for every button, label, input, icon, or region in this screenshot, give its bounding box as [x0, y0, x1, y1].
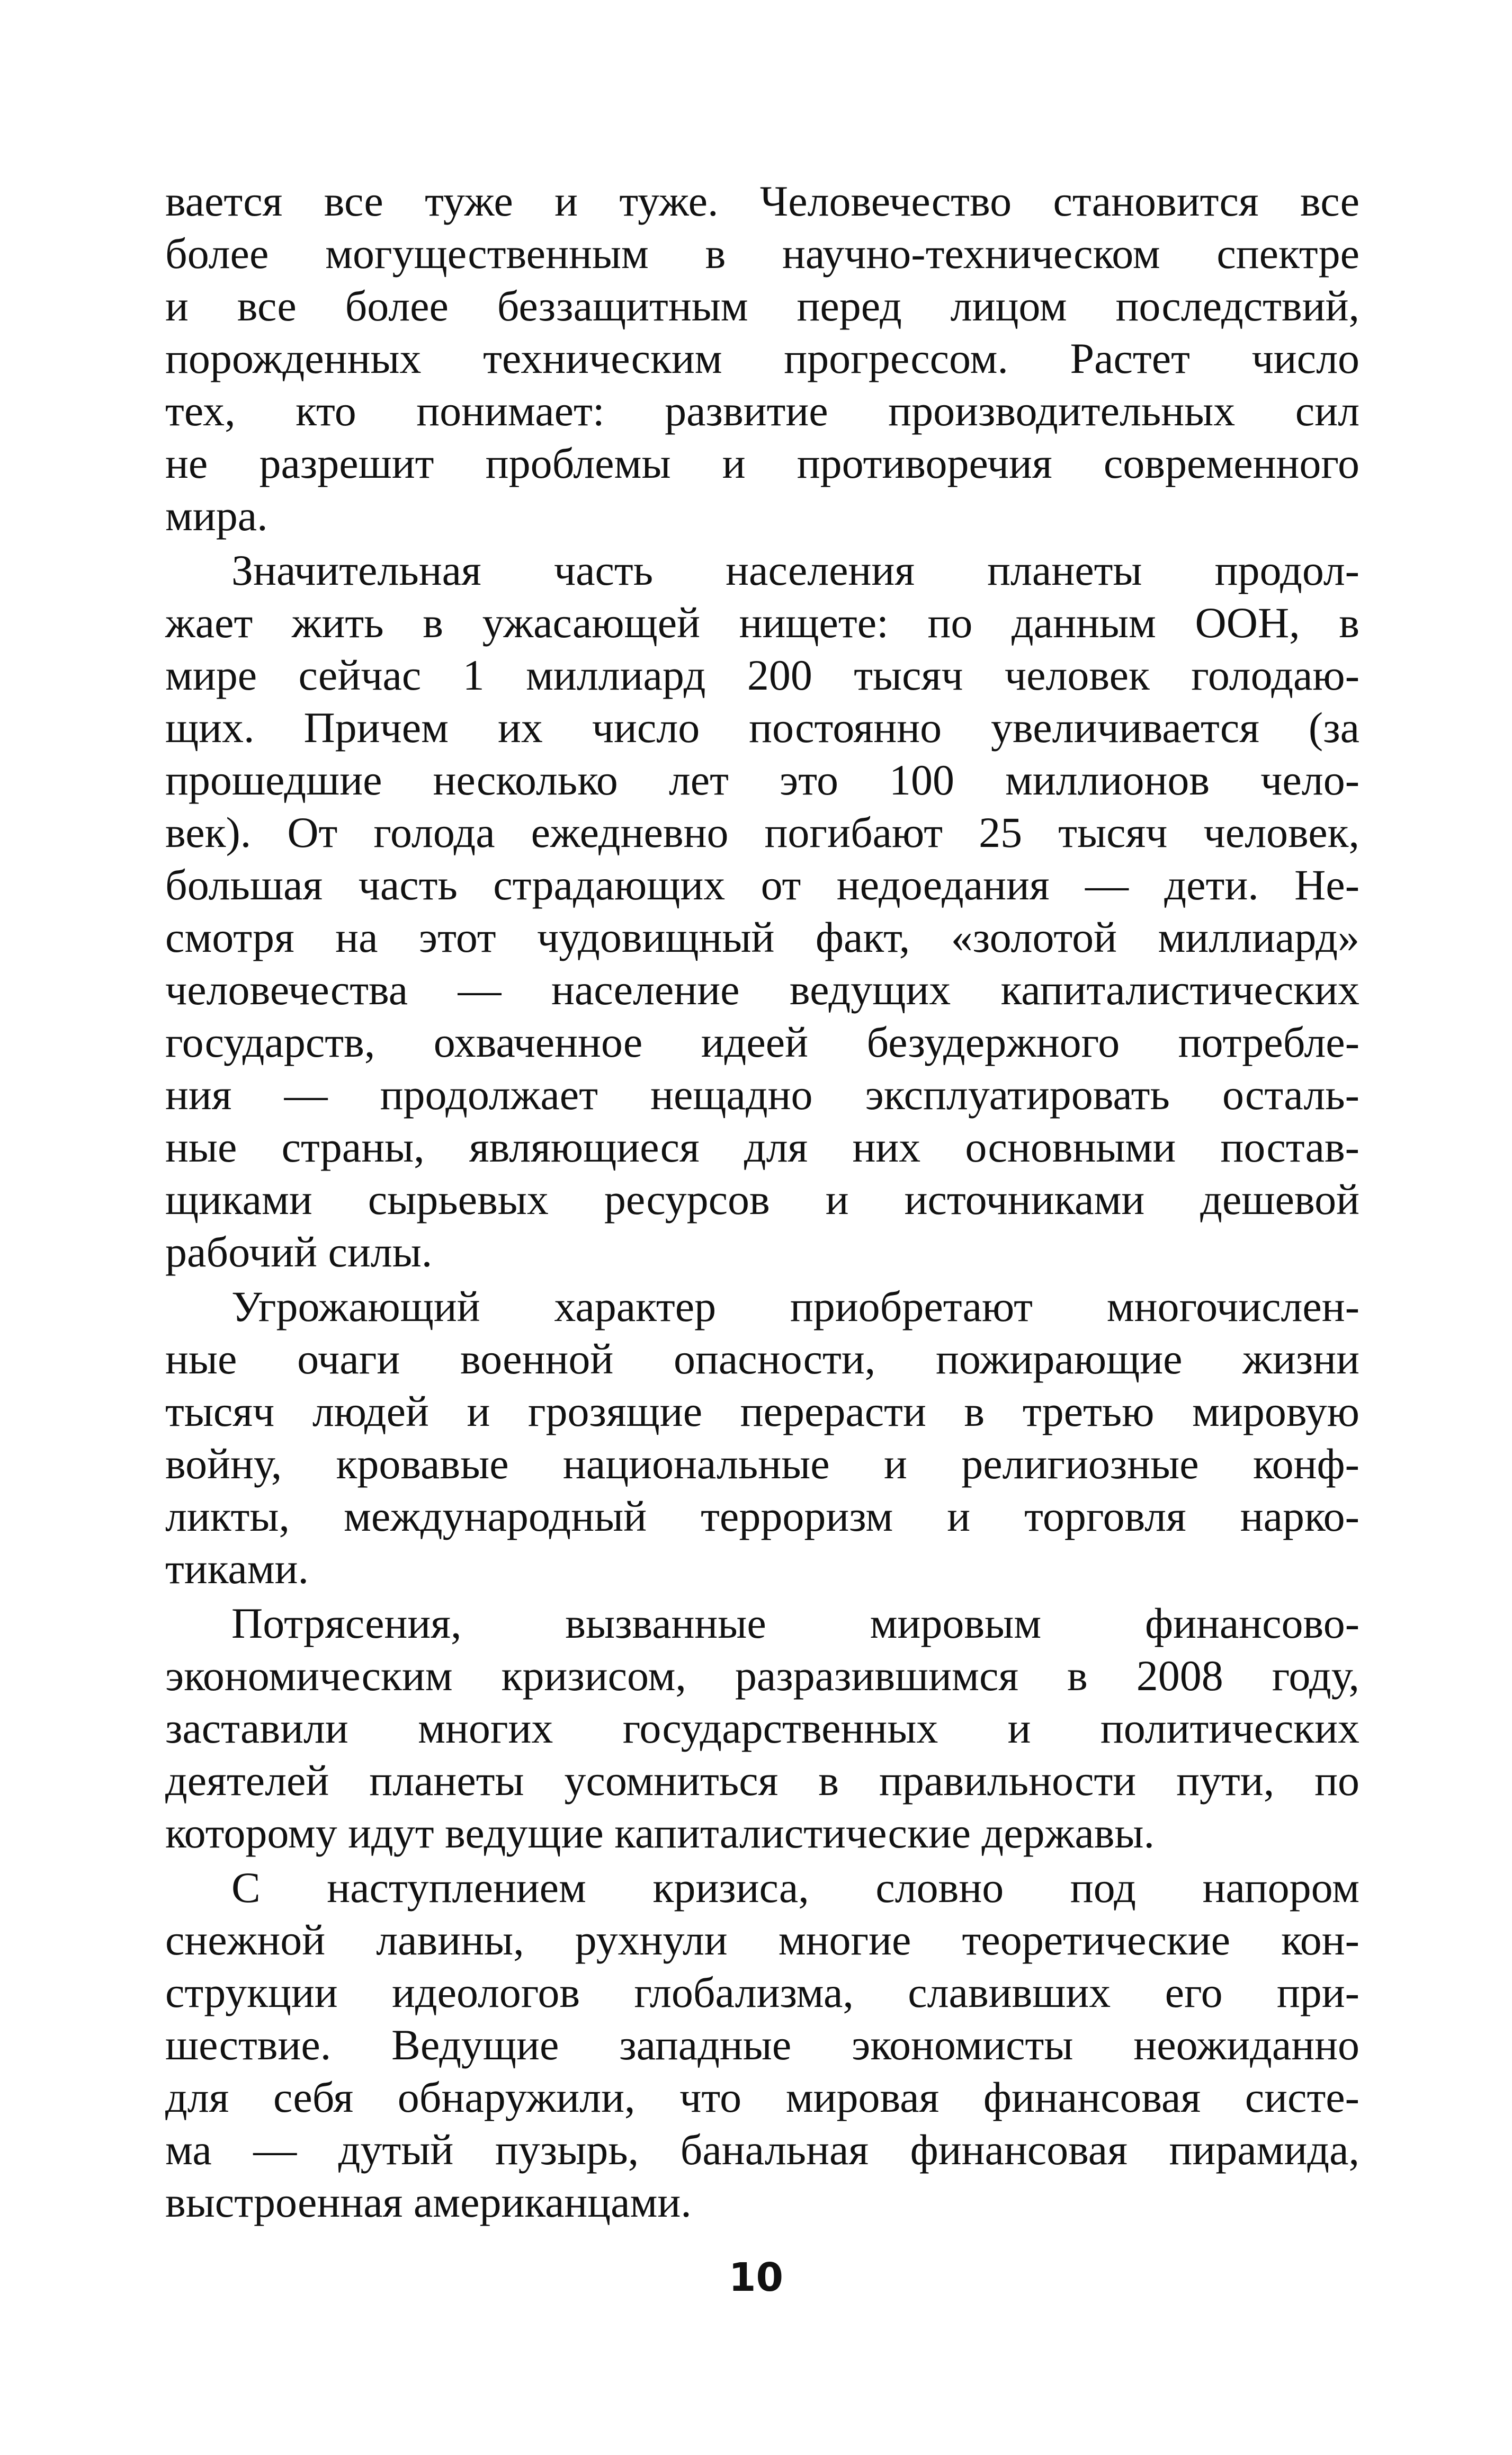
text-line: Потрясения, вызванные мировым финансово-	[231, 1599, 1359, 1647]
text-line: деятелей планеты усомниться в правильности пути, по	[165, 1756, 1359, 1805]
text-line: и все более беззащитным перед лицом последствий,	[165, 282, 1359, 330]
page-number: 10	[729, 2255, 783, 2300]
paragraph	[165, 175, 1359, 542]
text-line: снежной лавины, рухнули многие теоретические кон-	[165, 1916, 1359, 1964]
text-line: тысяч людей и грозящие перерасти в третью мировую	[165, 1387, 1359, 1435]
paragraph	[165, 1280, 1359, 1595]
paragraph	[165, 1597, 1359, 1859]
body-text	[165, 175, 1359, 2228]
text-line: тиками.	[165, 1545, 309, 1593]
text-line: человечества — население ведущих капиталистических	[165, 966, 1359, 1014]
text-line: не разрешит проблемы и противоречия современного	[165, 439, 1359, 487]
text-line: которому идут ведущие капиталистические державы.	[165, 1809, 1155, 1857]
text-line: тех, кто понимает: развитие производительных сил	[165, 387, 1359, 435]
text-line: более могущественным в научно-техническом спектре	[165, 229, 1359, 278]
text-line: мире сейчас 1 миллиард 200 тысяч человек голодаю-	[165, 651, 1359, 699]
text-line: выстроенная американцами.	[165, 2178, 692, 2226]
text-line: рабочий силы.	[165, 1228, 433, 1276]
text-line: щих. Причем их число постоянно увеличивается (за	[165, 703, 1359, 752]
text-line: экономическим кризисом, разразившимся в 2008 году,	[165, 1651, 1359, 1700]
text-line: ные страны, являющиеся для них основными постав-	[165, 1123, 1359, 1171]
text-line: жает жить в ужасающей нищете: по данным ООН, в	[165, 599, 1359, 647]
text-line: порожденных техническим прогрессом. Растет число	[165, 334, 1359, 382]
text-line: государств, охваченное идеей безудержного потребле-	[165, 1018, 1359, 1066]
text-line: Угрожающий характер приобретают многочислен-	[231, 1282, 1359, 1331]
text-line: войну, кровавые национальные и религиозные конф-	[165, 1440, 1359, 1488]
text-line: ния — продолжает нещадно эксплуатировать осталь-	[165, 1070, 1359, 1119]
text-line: заставили многих государственных и политических	[165, 1704, 1359, 1752]
text-line: ликты, международный терроризм и торговля нарко-	[165, 1492, 1359, 1540]
paragraph	[165, 544, 1359, 1278]
text-line: щиками сырьевых ресурсов и источниками дешевой	[165, 1175, 1359, 1224]
text-line: век). От голода ежедневно погибают 25 тысяч человек,	[165, 808, 1359, 856]
text-line: вается все туже и туже. Человечество становится все	[165, 177, 1359, 225]
text-line: большая часть страдающих от недоедания — дети. Не-	[165, 861, 1359, 909]
text-line: мира.	[165, 492, 268, 540]
text-line: шествие. Ведущие западные экономисты неожиданно	[165, 2021, 1359, 2069]
text-line: Значительная часть населения планеты продол-	[231, 546, 1359, 594]
text-line: ные очаги военной опасности, пожирающие жизни	[165, 1335, 1359, 1383]
paragraph	[165, 1861, 1359, 2228]
text-line: струкции идеологов глобализма, славивших его при-	[165, 1968, 1359, 2016]
text-line: для себя обнаружили, что мировая финансовая систе-	[165, 2073, 1359, 2121]
text-line: прошедшие несколько лет это 100 миллионов чело-	[165, 756, 1359, 804]
text-line: С наступлением кризиса, словно под напором	[231, 1863, 1359, 1912]
text-line: смотря на этот чудовищный факт, «золотой миллиард»	[165, 913, 1359, 961]
text-line: ма — дутый пузырь, банальная финансовая пирамида,	[165, 2126, 1359, 2174]
